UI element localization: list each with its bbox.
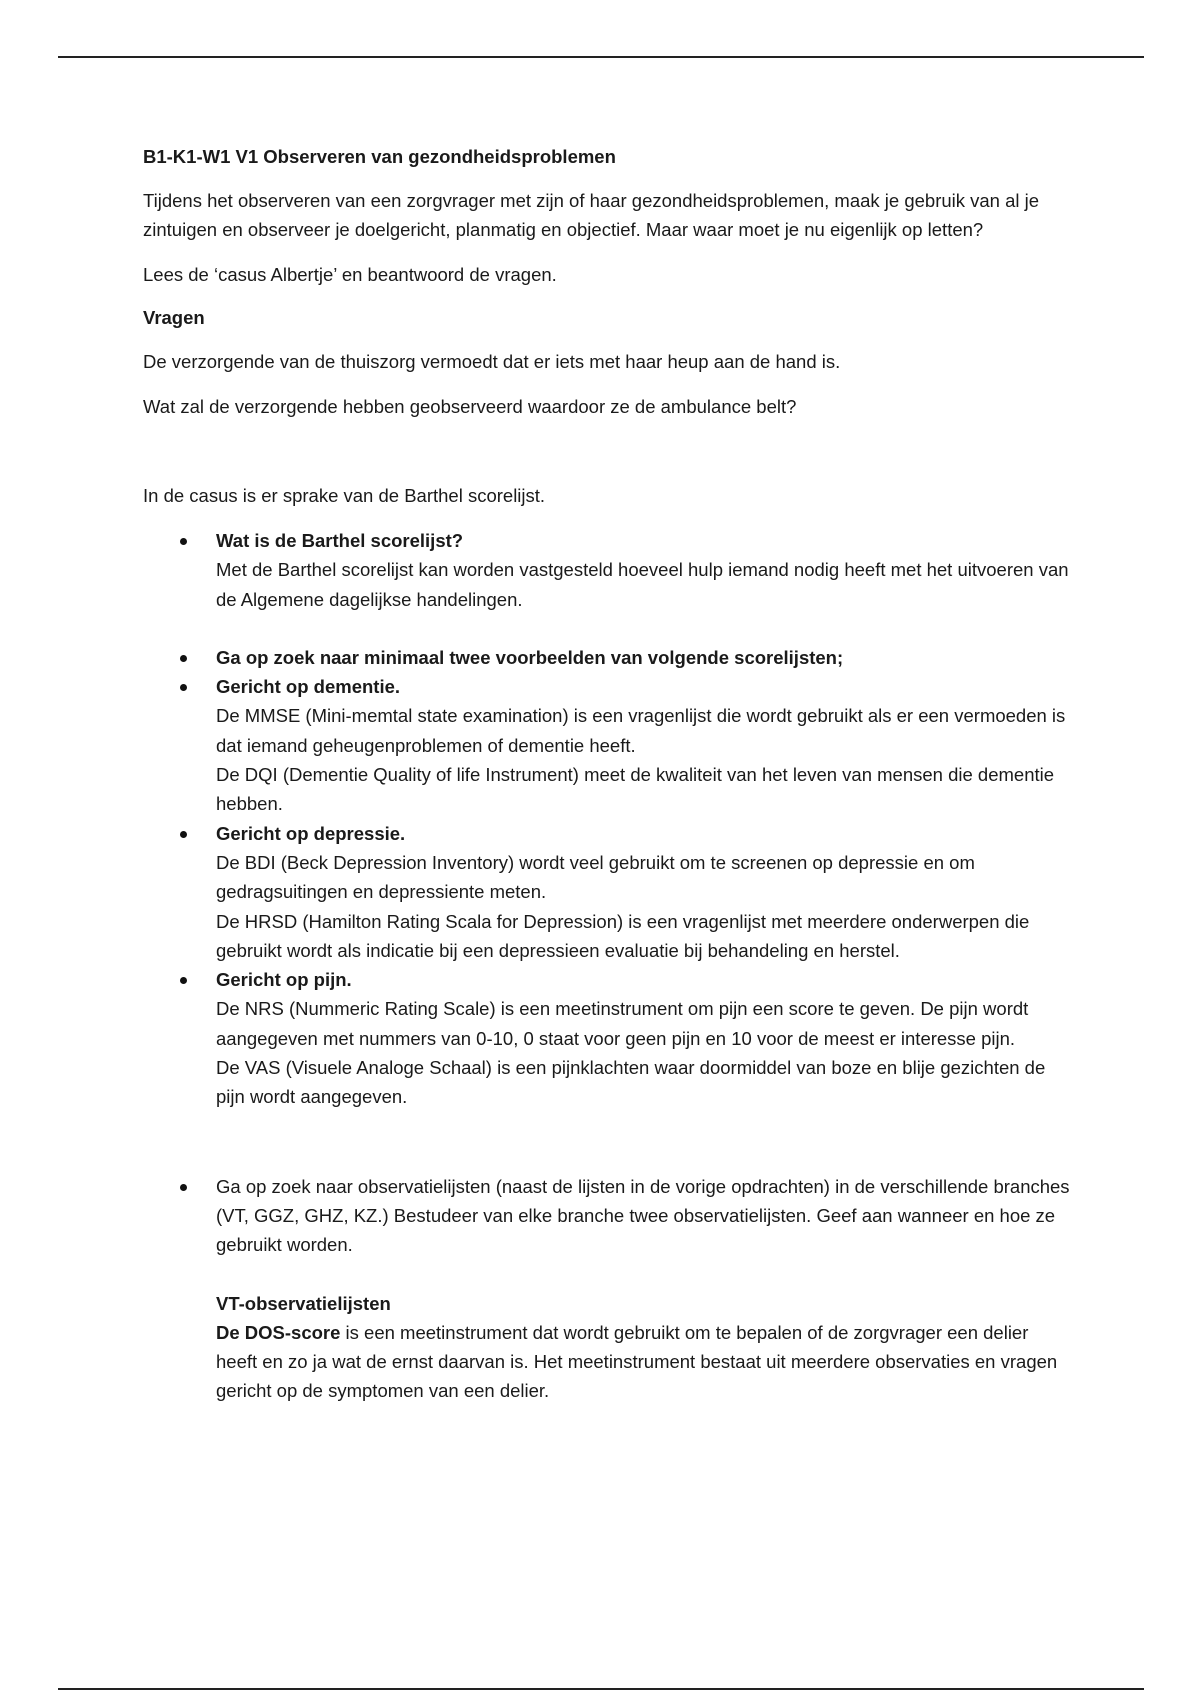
scorelijsten-list xyxy=(143,643,1073,1112)
pijn-heading: Gericht op pijn. xyxy=(216,969,352,991)
list-item xyxy=(143,526,1073,614)
dementie-item-2: De DQI (Dementie Quality of life Instrument) meet de kwaliteit van het leven van mensen die dementie hebben. xyxy=(216,764,1055,815)
pijn-item-2: De VAS (Visuele Analoge Schaal) is een pijnklachten waar doormiddel van boze en blije gezichten de pijn wordt aangegeven. xyxy=(216,1057,1046,1108)
intro-paragraph: Tijdens het observeren van een zorgvrager met zijn of haar gezondheidsproblemen, maak je gebruik van al je zintuigen en observeer je doelgericht, planmatig en objectief. Maar waar moet je nu eigenlijk op letten? xyxy=(143,190,1040,240)
document-body xyxy=(143,144,1073,1406)
instruction-paragraph: Lees de ‘casus Albertje’ en beantwoord de vragen. xyxy=(143,264,557,285)
list-item xyxy=(143,1172,1073,1406)
bullet-icon xyxy=(180,538,187,545)
list-item xyxy=(143,965,1073,1111)
bullet-icon xyxy=(180,655,187,662)
question-text: Wat zal de verzorgende hebben geobserveerd waardoor ze de ambulance belt? xyxy=(143,396,797,417)
bullet-icon xyxy=(180,1184,187,1191)
scorelijsten-instruction: Ga op zoek naar minimaal twee voorbeelden van volgende scorelijsten; xyxy=(216,646,844,668)
depressie-item-1: De BDI (Beck Depression Inventory) wordt veel gebruikt om te screenen op depressie en om gedragsuitingen en depressiente meten. xyxy=(216,851,975,903)
depressie-item-2: De HRSD (Hamilton Rating Scala for Depression) is een vragenlijst met meerdere onderwerpen die gebruikt wordt als indicatie bij een depressieen evaluatie bij behandeling en herstel. xyxy=(216,910,1030,961)
observatie-question: Ga op zoek naar observatielijsten (naast de lijsten in de vorige opdrachten) in de verschillende branches (VT, GGZ, GHZ, KZ.) Bestudeer van elke branche twee observatielijsten. Geef aan wanneer en hoe ze gebruikt worden. xyxy=(216,1175,1070,1256)
barthel-question: Wat is de Barthel scorelijst? xyxy=(216,530,464,551)
observatie-list xyxy=(143,1172,1073,1406)
question-context: De verzorgende van de thuiszorg vermoedt dat er iets met haar heup aan de hand is. xyxy=(143,351,841,372)
list-item xyxy=(143,643,1073,672)
vragen-heading: Vragen xyxy=(143,307,205,328)
bullet-icon xyxy=(180,977,187,984)
header-rule xyxy=(58,56,1144,58)
dos-text: is een meetinstrument dat wordt gebruikt om te bepalen of de zorgvrager een delier heeft en zo ja wat de ernst daarvan is. Het meetinstrument bestaat uit meerdere observaties en vragen gericht op de symptomen van een delier. xyxy=(216,1321,1058,1402)
dos-paragraph xyxy=(216,1318,1073,1406)
vt-heading: VT-observatielijsten xyxy=(216,1292,391,1314)
barthel-list xyxy=(143,526,1073,614)
bullet-icon xyxy=(180,684,187,691)
barthel-answer: Met de Barthel scorelijst kan worden vastgesteld hoeveel hulp iemand nodig heeft met het uitvoeren van de Algemene dagelijkse handelingen. xyxy=(216,559,1069,610)
pijn-item-1: De NRS (Nummeric Rating Scale) is een meetinstrument om pijn een score te geven. De pijn wordt aangegeven met nummers van 0-10, 0 staat voor geen pijn en 10 voor de meest er interesse pijn. xyxy=(216,998,1029,1049)
dementie-heading: Gericht op dementie. xyxy=(216,676,401,698)
footer-rule xyxy=(58,1688,1144,1690)
dos-label: De DOS-score xyxy=(216,1321,341,1343)
list-item xyxy=(143,819,1073,965)
barthel-intro: In de casus is er sprake van de Barthel scorelijst. xyxy=(143,485,546,506)
list-item xyxy=(143,672,1073,818)
document-title: B1-K1-W1 V1 Observeren van gezondheidsproblemen xyxy=(143,146,616,167)
depressie-heading: Gericht op depressie. xyxy=(216,822,406,844)
dementie-item-1: De MMSE (Mini-memtal state examination) is een vragenlijst die wordt gebruikt als er een vermoeden is dat iemand geheugenproblemen of dementie heeft. xyxy=(216,705,1066,756)
bullet-icon xyxy=(180,831,187,838)
